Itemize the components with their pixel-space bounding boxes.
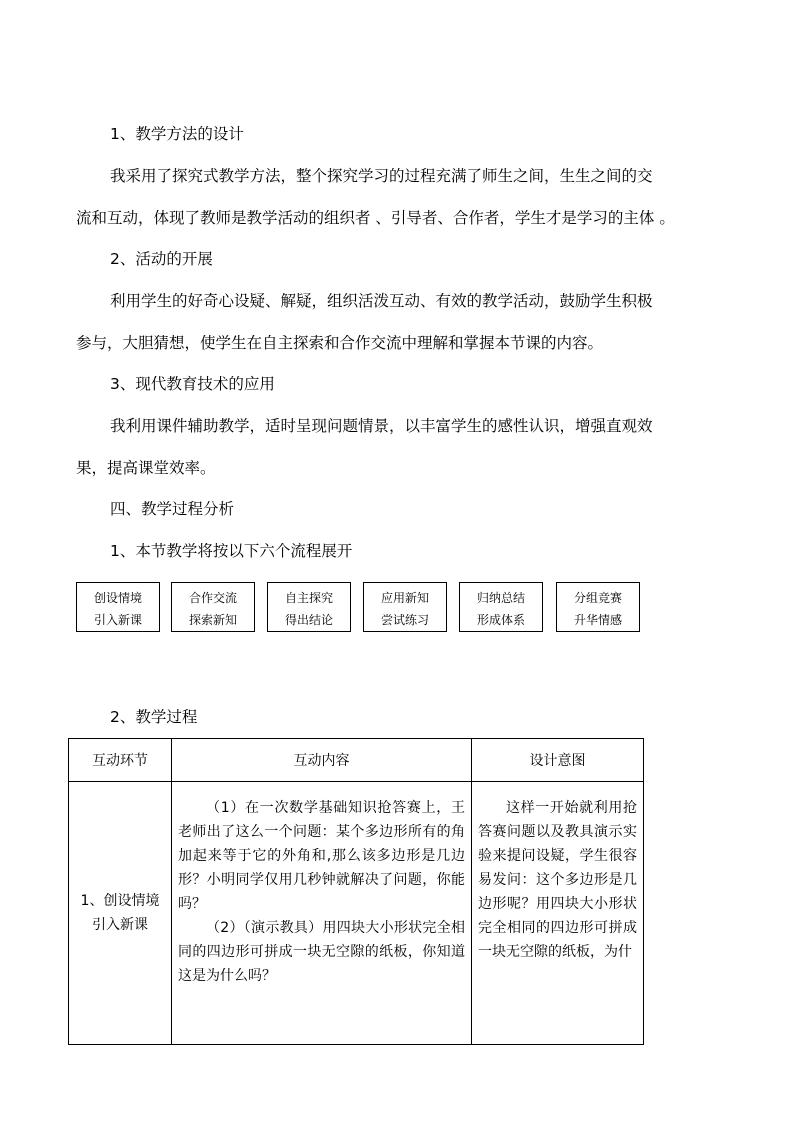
analysis-heading: 四、教学过程分析 [110,500,235,518]
flow-step-5-line-2: 形成体系 [476,613,525,627]
table-header-row [69,739,644,782]
process-heading: 2、教学过程 [110,708,198,726]
content-cell [172,782,472,1045]
flow-step-3-line-1: 自主探究 [284,591,333,605]
tech-heading: 3、现代教育技术的应用 [110,375,275,393]
intent-paragraph: 这样一开始就利用抢答赛问题以及教具演示实验来提问设疑，学生很容易发问：这个多边形是几边形呢？用四块大小形状完全相同的四边形可拼成一块无空隙的纸板，为什 [478,800,637,960]
header-content: 互动内容 [172,739,472,782]
content-paragraph-2: （2）（演示教具）用四块大小形状完全相同的四边形可拼成一块无空隙的纸板，你知道这是为什么吗？ [178,920,465,984]
flow-step-1 [76,582,160,632]
flow-step-3 [267,582,351,632]
methods-paragraph-line-2: 流和互动，体现了教师是教学活动的组织者 、引导者、合作者，学生才是学习的主体 。 [76,209,675,227]
flow-step-5-line-1: 归纳总结 [476,591,525,605]
flow-step-6-line-2: 升华情感 [573,613,622,627]
intent-cell [472,782,644,1045]
content-paragraph-1: （1）在一次数学基础知识抢答赛上，王老师出了这么一个问题：某个多边形所有的角加起来等于它的外角和,那么该多边形是几边形？小明同学仅用几秒钟就解决了问题，你能吗？ [178,800,465,912]
flow-step-6-line-1: 分组竞赛 [573,591,622,605]
activity-paragraph-line-2: 参与，大胆猜想，使学生在自主探索和合作交流中理解和掌握本节课的内容。 [76,334,604,352]
flow-intro: 1、本节教学将按以下六个流程展开 [110,542,353,560]
activity-heading: 2、活动的开展 [110,250,213,268]
flow-step-2 [171,582,255,632]
flow-step-2-line-2: 探索新知 [188,613,237,627]
flow-step-3-line-2: 得出结论 [284,613,333,627]
header-stage: 互动环节 [69,739,172,782]
table-row [69,782,644,1045]
process-table [68,738,644,1045]
flow-step-1-line-2: 引入新课 [93,613,142,627]
tech-paragraph-line-2: 果，提高课堂效率。 [76,459,216,477]
stage-cell [69,782,172,1045]
header-intent: 设计意图 [472,739,644,782]
stage-line-2: 引入新课 [92,917,148,933]
flow-step-4 [363,582,447,632]
flow-step-4-line-1: 应用新知 [380,591,429,605]
flow-step-5 [459,582,543,632]
methods-paragraph-line-1: 我采用了探究式教学方法，整个探究学习的过程充满了师生之间，生生之间的交 [110,167,653,185]
flow-step-4-line-2: 尝试练习 [380,613,429,627]
activity-paragraph-line-1: 利用学生的好奇心设疑、解疑，组织活泼互动、有效的教学活动，鼓励学生积极 [110,292,653,310]
flow-step-1-line-1: 创设情境 [93,591,142,605]
flow-step-2-line-1: 合作交流 [188,591,237,605]
tech-paragraph-line-1: 我利用课件辅助教学，适时呈现问题情景，以丰富学生的感性认识，增强直观效 [110,417,653,435]
stage-line-1: 1、创设情境 [80,893,160,909]
methods-heading: 1、教学方法的设计 [110,125,244,143]
flow-step-6 [556,582,640,632]
